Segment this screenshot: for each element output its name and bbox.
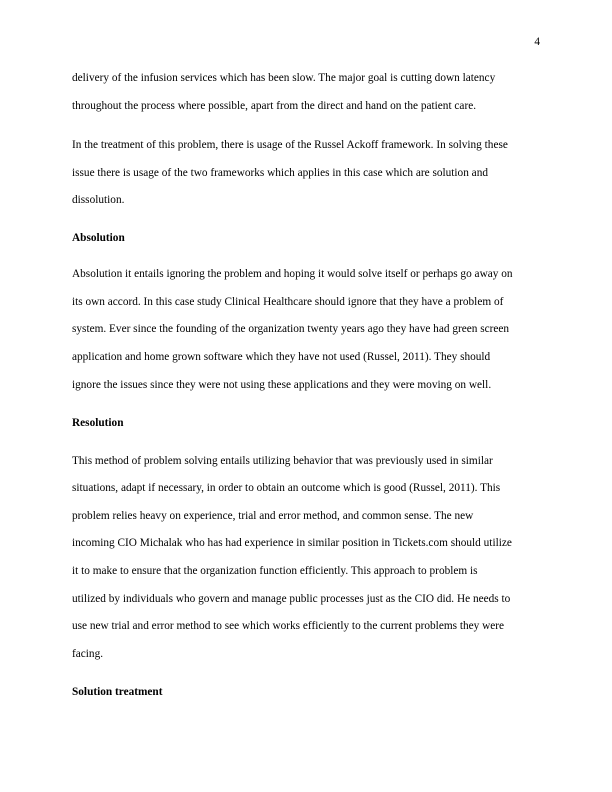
section-heading-resolution: Resolution [72,417,124,429]
body-text-line: application and home grown software which they have not used (Russel, 2011). They should [72,351,491,363]
body-text-line: incoming CIO Michalak who has had experience in similar position in Tickets.com should utilize [72,537,512,549]
body-text-line: facing. [72,648,104,660]
body-text-line: use new trial and error method to see which works efficiently to the current problems they were [72,620,505,632]
body-text-line: In the treatment of this problem, there is usage of the Russel Ackoff framework. In solving these [72,139,508,151]
body-text-line: Absolution it entails ignoring the problem and hoping it would solve itself or perhaps go away on [72,268,513,280]
section-heading-solution-treatment: Solution treatment [72,686,163,698]
body-text-line: This method of problem solving entails utilizing behavior that was previously used in similar [72,455,493,467]
body-text-line: delivery of the infusion services which has been slow. The major goal is cutting down latency [72,72,496,84]
body-text-line: dissolution. [72,194,125,206]
body-text-line: its own accord. In this case study Clinical Healthcare should ignore that they have a problem of [72,296,504,308]
page-number: 4 [534,36,540,48]
body-text-line: situations, adapt if necessary, in order to obtain an outcome which is good (Russel, 2011). This [72,482,501,494]
section-heading-absolution: Absolution [72,232,125,244]
body-text-line: utilized by individuals who govern and manage public processes just as the CIO did. He needs to [72,593,511,605]
body-text-line: system. Ever since the founding of the organization twenty years ago they have had green screen [72,323,510,335]
body-text-line: it to make to ensure that the organization function efficiently. This approach to problem is [72,565,478,577]
body-text-line: issue there is usage of the two frameworks which applies in this case which are solution and [72,167,488,179]
body-text-line: ignore the issues since they were not using these applications and they were moving on well. [72,379,492,391]
body-text-line: problem relies heavy on experience, trial and error method, and common sense. The new [72,510,474,522]
body-text-line: throughout the process where possible, apart from the direct and hand on the patient care. [72,100,477,112]
